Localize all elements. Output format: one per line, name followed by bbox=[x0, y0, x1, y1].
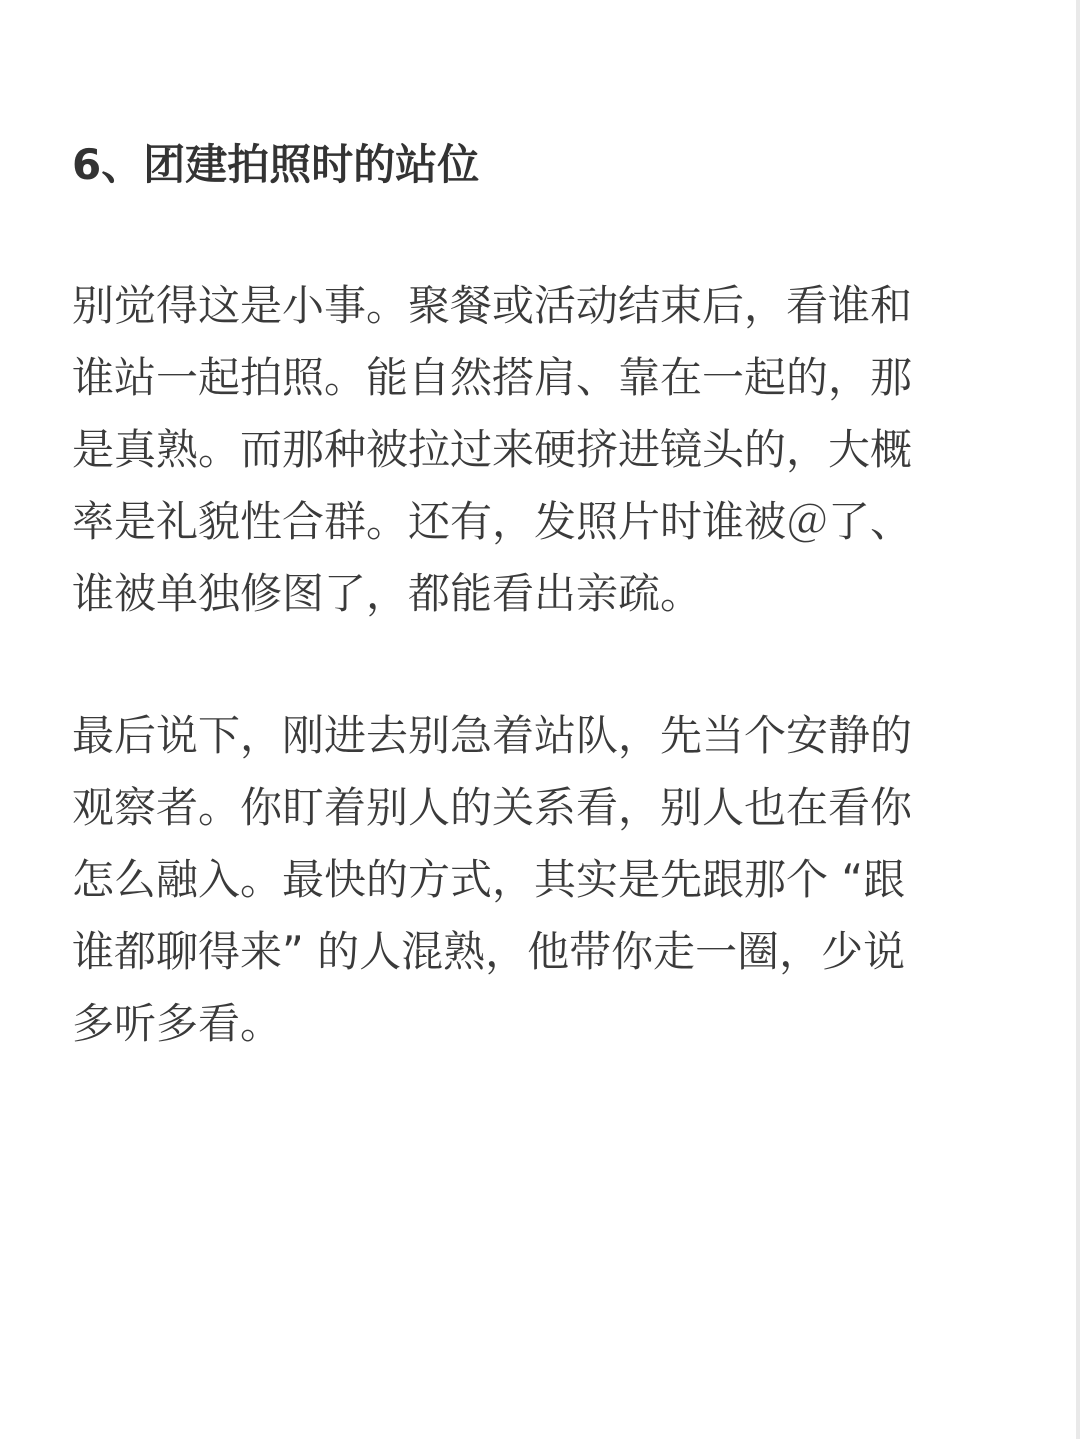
paragraph-line: 谁被单独修图了，都能看出亲疏。 bbox=[72, 569, 703, 618]
paragraph-team-photo bbox=[72, 270, 912, 630]
paragraph-line: 多听多看。 bbox=[72, 999, 283, 1048]
paragraph-line: 是真熟。而那种被拉过来硬挤进镜头的，大概 bbox=[72, 425, 913, 474]
paragraph-line: 怎么融入。最快的方式，其实是先跟那个 “跟 bbox=[72, 855, 906, 904]
section-heading: 6、团建拍照时的站位 bbox=[72, 140, 480, 189]
right-edge-divider bbox=[1076, 0, 1080, 1439]
paragraph-line: 率是礼貌性合群。还有，发照片时谁被＠了、 bbox=[72, 497, 913, 546]
paragraph-line: 谁站一起拍照。能自然搭肩、靠在一起的，那 bbox=[72, 353, 913, 402]
paragraph-conclusion bbox=[72, 700, 912, 1060]
paragraph-line: 别觉得这是小事。聚餐或活动结束后，看谁和 bbox=[72, 281, 913, 330]
paragraph-line: 观察者。你盯着别人的关系看，别人也在看你 bbox=[72, 783, 913, 832]
paragraph-line: 谁都聊得来” 的人混熟，他带你走一圈，少说 bbox=[72, 927, 906, 976]
paragraph-line: 最后说下，刚进去别急着站队，先当个安静的 bbox=[72, 711, 913, 760]
